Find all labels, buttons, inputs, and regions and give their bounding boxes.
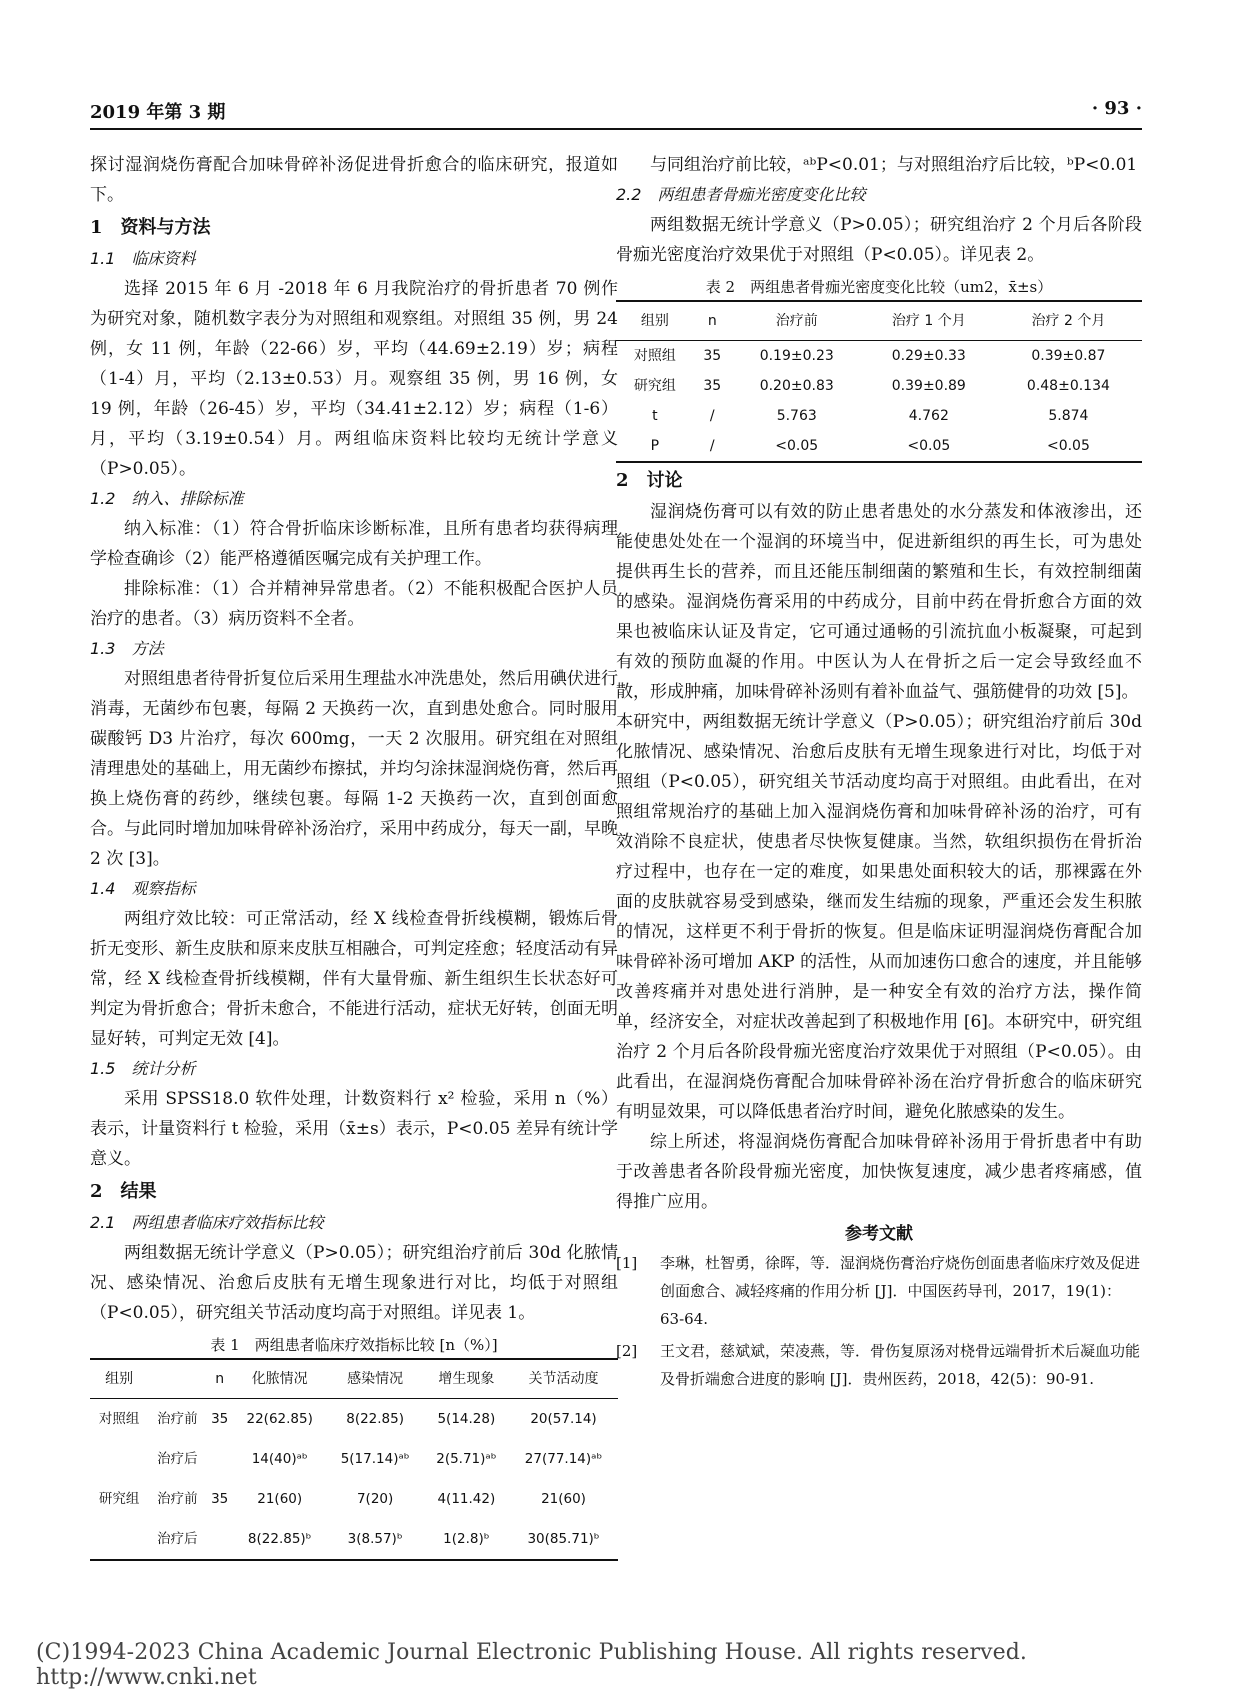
subsection-heading: 2.1 两组患者临床疗效指标比较 [90, 1213, 324, 1232]
copyright-footer: (C)1994-2023 China Academic Journal Electronic Publishing House. All rights reserved. http://www.cnki.net [36, 1640, 1028, 1690]
table-cell: 35 [703, 348, 722, 364]
table-header-cell: 治疗前 [731, 301, 863, 341]
table-cell: 0.39±0.89 [891, 378, 966, 394]
table-cell: 35 [211, 1411, 229, 1427]
table-clinical-efficacy [90, 1358, 618, 1561]
table-cell [90, 1439, 148, 1479]
table-cell: 14(40)ᵃᵇ [251, 1451, 308, 1467]
table-cell: / [694, 431, 731, 462]
body-paragraph: 对照组患者待骨折复位后采用生理盐水冲洗患处，然后用碘伏进行消毒，无菌纱布包裹，每隔 2 天换药一次，直到患处愈合。同时服用碳酸钙 D3 片治疗，每次 600mg，一天 2 次服用。研究组在对照组清理患处的基础上，用无菌纱布擦拭，并均匀涂抹湿润烧伤膏，然后再换上烧伤膏的药纱，继续包裹。每隔 1-2 天换药一次，直到创面愈合。与此同时增加加味骨碎补汤治疗，采用中药成分，每天一副，早晚 2 次 [3]。 [90, 669, 618, 869]
subsection-heading: 1.2 纳入、排除标准 [90, 489, 244, 508]
table-cell: 5(14.28) [437, 1411, 496, 1427]
running-header [90, 98, 1142, 130]
table-cell: t [652, 408, 658, 424]
table-row [90, 1439, 618, 1479]
table-cell: <0.05 [863, 431, 995, 462]
table-cell: 30(85.71)ᵇ [509, 1519, 618, 1560]
table-cell: 8(22.85) [346, 1411, 405, 1427]
table-cell: 0.48±0.134 [1026, 378, 1110, 394]
table-header-cell: 感染情况 [327, 1359, 424, 1399]
body-paragraph: 两组数据无统计学意义（P>0.05）；研究组治疗 2 个月后各阶段骨痂光密度治疗效果优于对照组（P<0.05）。详见表 2。 [616, 215, 1142, 265]
table-cell [90, 1519, 148, 1560]
table-header-cell: 治疗 1 个月 [863, 301, 995, 341]
table-header-cell: n [694, 301, 731, 341]
body-paragraph: 两组疗效比较：可正常活动，经 X 线检查骨折线模糊，锻炼后骨折无变形、新生皮肤和原来皮肤互相融合，可判定痊愈；轻度活动有异常，经 X 线检查骨折线模糊，伴有大量骨痂、新生组织生长状态好可判定为骨折愈合；骨折未愈合，不能进行活动，症状无好转，创面无明显好转，可判定无效 [4]。 [90, 909, 618, 1049]
table-header-cell: 组别 [616, 301, 694, 341]
table-cell: 0.20±0.83 [759, 378, 834, 394]
table-row [616, 371, 1142, 401]
table-cell: 2(5.71)ᵃᵇ [436, 1451, 497, 1467]
reference-item [616, 1249, 1142, 1333]
table-cell: 4(11.42) [437, 1491, 496, 1507]
section-heading: 1 资料与方法 [90, 217, 211, 238]
table-cell: <0.05 [731, 431, 863, 462]
body-paragraph: 两组数据无统计学意义（P>0.05）；研究组治疗前后 30d 化脓情况、感染情况、治愈后皮肤有无增生现象进行对比，均低于对照组（P<0.05），研究组关节活动度均高于对照组。详见表 1。 [90, 1243, 618, 1323]
table-cell: / [709, 408, 715, 424]
table-callus-density [616, 300, 1142, 463]
conclusion-paragraph: 综上所述，将湿润烧伤膏配合加味骨碎补汤用于骨折患者中有助于改善患者各阶段骨痂光密度，加快恢复速度，减少患者疼痛感，值得推广应用。 [616, 1132, 1142, 1212]
table-cell: 21(60) [541, 1491, 586, 1507]
table-caption: 表 1 两组患者临床疗效指标比较 [n（%）] [210, 1336, 498, 1354]
table-cell: 7(20) [356, 1491, 394, 1507]
reference-number: [2] [616, 1342, 638, 1360]
body-paragraph: 采用 SPSS18.0 软件处理，计数资料行 x² 检验，采用 n（%）表示，计量资料行 t 检验，采用（x̄±s）表示，P<0.05 差异有统计学意义。 [90, 1089, 618, 1169]
table-cell: 35 [703, 378, 722, 394]
body-paragraph: 排除标准：（1）合并精神异常患者。（2）不能积极配合医护人员治疗的患者。（3）病历资料不全者。 [90, 579, 618, 629]
body-paragraph: 湿润烧伤膏可以有效的防止患者患处的水分蒸发和体液渗出，还能使患处处在一个湿润的环境当中，促进新组织的再生长，可为患处提供再生长的营养，而且还能压制细菌的繁殖和生长，有效控制细菌的感染。湿润烧伤膏采用的中药成分，目前中药在骨折愈合方面的效果也被临床认证及肯定，它可通过通畅的引流抗血小板凝聚，可起到有效的预防血凝的作用。中医认为人在骨折之后一定会导致经血不散，形成肿痛，加味骨碎补汤则有着补血益气、强筋健骨的功效 [5]。 [616, 502, 1142, 702]
table-cell: 27(77.14)ᵃᵇ [524, 1451, 603, 1467]
table-cell: 0.19±0.23 [759, 348, 834, 364]
table-header-cell: 化脓情况 [233, 1359, 327, 1399]
table-cell: 20(57.14) [530, 1411, 597, 1427]
table-note: 与同组治疗前比较，ᵃᵇP<0.01；与对照组治疗后比较，ᵇP<0.01 [650, 155, 1138, 175]
subsection-heading: 1.4 观察指标 [90, 879, 196, 898]
subsection-heading: 1.1 临床资料 [90, 249, 196, 268]
table-row [616, 341, 1142, 372]
table-cell: 研究组 [633, 378, 676, 394]
table-cell [207, 1439, 233, 1479]
subsection-heading: 1.3 方法 [90, 639, 164, 658]
table-cell: 4.762 [908, 408, 949, 424]
subsection-heading: 2.2 两组患者骨痂光密度变化比较 [616, 185, 866, 204]
body-paragraph: 本研究中，两组数据无统计学意义（P>0.05）；研究组治疗前后 30d 化脓情况、感染情况、治愈后皮肤有无增生现象进行对比，均低于对照组（P<0.05），研究组关节活动度均高于对照组。由此看出，在对照组常规治疗的基础上加入湿润烧伤膏和加味骨碎补汤的治疗，可有效消除不良症状，使患者尽快恢复健康。当然，软组织损伤在骨折治疗过程中，也存在一定的难度，如果患处面积较大的话，那裸露在外面的皮肤就容易受到感染，继而发生结痂的现象，严重还会发生积脓的情况，这样更不利于骨折的恢复。但是临床证明湿润烧伤膏配合加味骨碎补汤可增加 AKP 的活性，从而加速伤口愈合的速度，并且能够改善疼痛并对患处进行消肿，是一种安全有效的治疗方法，操作简单，经济安全，对症状改善起到了积极地作用 [6]。本研究中，研究组治疗 2 个月后各阶段骨痂光密度治疗效果优于对照组（P<0.05）。由此看出，在湿润烧伤膏配合加味骨碎补汤在治疗骨折愈合的临床研究有明显效果，可以降低患者治疗时间，避免化脓感染的发生。 [616, 712, 1142, 1122]
table-cell: 1(2.8)ᵇ [424, 1519, 509, 1560]
table-cell: 对照组 [633, 348, 676, 364]
table-row [90, 1519, 618, 1560]
references-heading: 参考文献 [845, 1224, 913, 1244]
table-cell: <0.05 [995, 431, 1142, 462]
table-cell: 治疗前 [157, 1411, 198, 1427]
intro-paragraph: 探讨湿润烧伤膏配合加味骨碎补汤促进骨折愈合的临床研究，报道如下。 [90, 155, 618, 205]
table-cell: 3(8.57)ᵇ [327, 1519, 424, 1560]
table-cell: 治疗后 [157, 1451, 198, 1467]
reference-number: [1] [616, 1254, 638, 1272]
journal-issue: 2019 年第 3 期 [90, 102, 226, 123]
table-cell: 5(17.14)ᵃᵇ [340, 1451, 410, 1467]
table-header-cell: 组别 [90, 1359, 148, 1399]
reference-text: 王文君，慈斌斌，荣凌燕，等．骨伤复原汤对桡骨远端骨折术后凝血功能及骨折端愈合进度的影响 [J]．贵州医药，2018，42(5)：90-91. [660, 1342, 1141, 1388]
table-row [616, 431, 1142, 462]
body-paragraph: 纳入标准：（1）符合骨折临床诊断标准，且所有患者均获得病理学检查确诊（2）能严格遵循医嘱完成有关护理工作。 [90, 519, 618, 569]
table-header-cell: 关节活动度 [509, 1359, 618, 1399]
table-cell: 5.874 [1048, 408, 1089, 424]
section-heading: 2 结果 [90, 1181, 157, 1202]
table-cell: 21(60) [257, 1491, 303, 1507]
table-cell: 治疗前 [157, 1491, 198, 1507]
table-cell: 对照组 [98, 1411, 140, 1427]
table-cell: 22(62.85) [246, 1411, 313, 1427]
body-paragraph: 选择 2015 年 6 月 -2018 年 6 月我院治疗的骨折患者 70 例作为研究对象，随机数字表分为对照组和观察组。对照组 35 例，男 24 例，女 11 例，年龄（22-66）岁，平均（44.69±2.19）岁；病程（1-4）月，平均（2.13±0.53）月。观察组 35 例，男 16 例，女 19 例，年龄（26-45）岁，平均（34.41±2.12）岁；病程（1-6）月，平均（3.19±0.54）月。两组临床资料比较均无统计学意义（P>0.05）。 [90, 279, 618, 479]
table-row [90, 1479, 618, 1519]
table-header-cell [148, 1359, 206, 1399]
table-caption: 表 2 两组患者骨痂光密度变化比较（um2，x̄±s） [705, 278, 1053, 296]
reference-item [616, 1337, 1142, 1393]
table-cell: 5.763 [776, 408, 817, 424]
left-column [90, 150, 618, 1561]
table-cell: P [616, 431, 694, 462]
table-cell: 0.39±0.87 [1031, 348, 1106, 364]
table-row [90, 1399, 618, 1440]
right-column [616, 150, 1142, 1397]
table-row [616, 401, 1142, 431]
reference-text: 李琳，杜智勇，徐晖，等．湿润烧伤膏治疗烧伤创面患者临床疗效及促进创面愈合、减轻疼痛的作用分析 [J]．中国医药导刊，2017，19(1)：63-64. [660, 1254, 1141, 1328]
table-header-cell: n [207, 1359, 233, 1399]
table-cell: 0.29±0.33 [891, 348, 966, 364]
table-cell: 8(22.85)ᵇ [233, 1519, 327, 1560]
table-header-cell: 治疗 2 个月 [995, 301, 1142, 341]
subsection-heading: 1.5 统计分析 [90, 1059, 196, 1078]
table-cell: 35 [211, 1491, 229, 1507]
table-cell: 研究组 [98, 1491, 140, 1507]
table-cell: 治疗后 [148, 1519, 206, 1560]
page-number: · 93 · [1091, 98, 1142, 119]
section-heading: 2 讨论 [616, 470, 683, 491]
table-cell [207, 1519, 233, 1560]
table-header-cell: 增生现象 [424, 1359, 509, 1399]
